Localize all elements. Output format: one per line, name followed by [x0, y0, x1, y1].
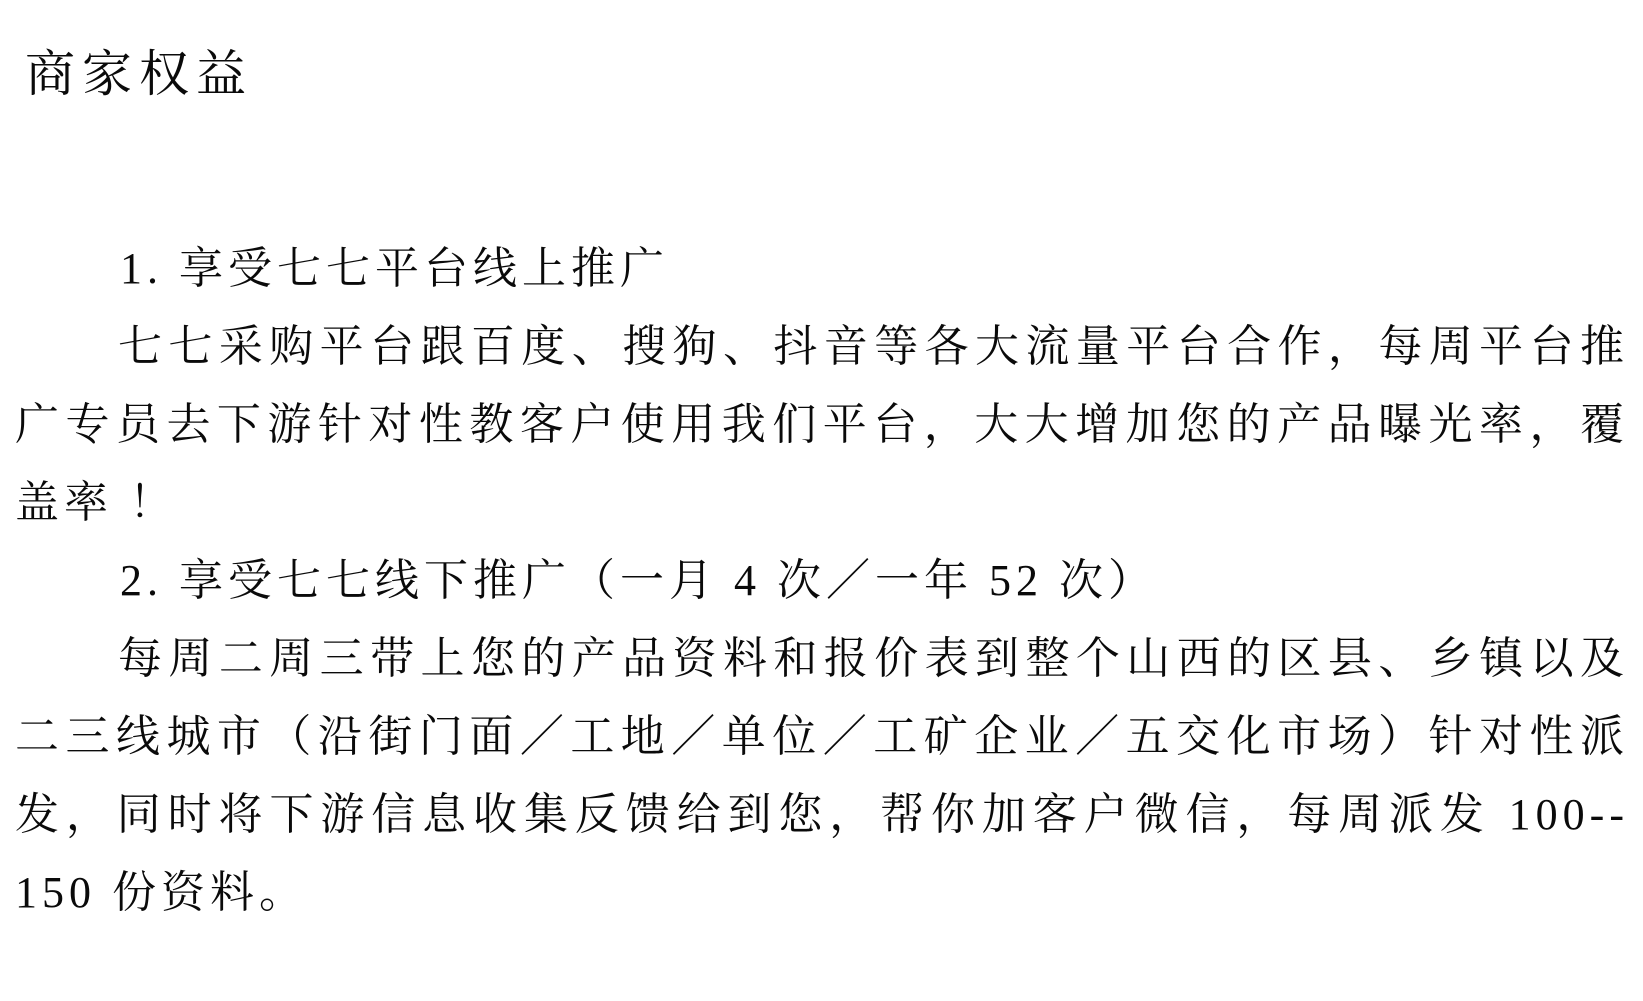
title-spacer	[15, 106, 1629, 230]
paragraph-line: 发，同时将下游信息收集反馈给到您，帮你加客户微信，每周派发 100--	[15, 790, 1629, 839]
section-online-promotion	[15, 230, 1629, 542]
paragraph-line: 150 份资料。	[15, 868, 308, 917]
section-2-heading: 2. 享受七七线下推广（一月 4 次／一年 52 次）	[120, 556, 1157, 605]
paragraph-line: 广专员去下游针对性教客户使用我们平台，大大增加您的产品曝光率，覆	[15, 400, 1629, 449]
section-1-heading: 1. 享受七七平台线上推广	[120, 244, 669, 293]
section-offline-promotion	[15, 542, 1629, 932]
paragraph-line: 盖率 ！	[15, 478, 178, 527]
paragraph-line: 二三线城市（沿街门面／工地／单位／工矿企业／五交化市场）针对性派	[15, 712, 1629, 761]
document-title: 商家权益	[25, 46, 253, 102]
paragraph-line: 七七采购平台跟百度、搜狗、抖音等各大流量平台合作，每周平台推	[118, 322, 1629, 371]
paragraph-line: 每周二周三带上您的产品资料和报价表到整个山西的区县、乡镇以及	[118, 634, 1629, 683]
